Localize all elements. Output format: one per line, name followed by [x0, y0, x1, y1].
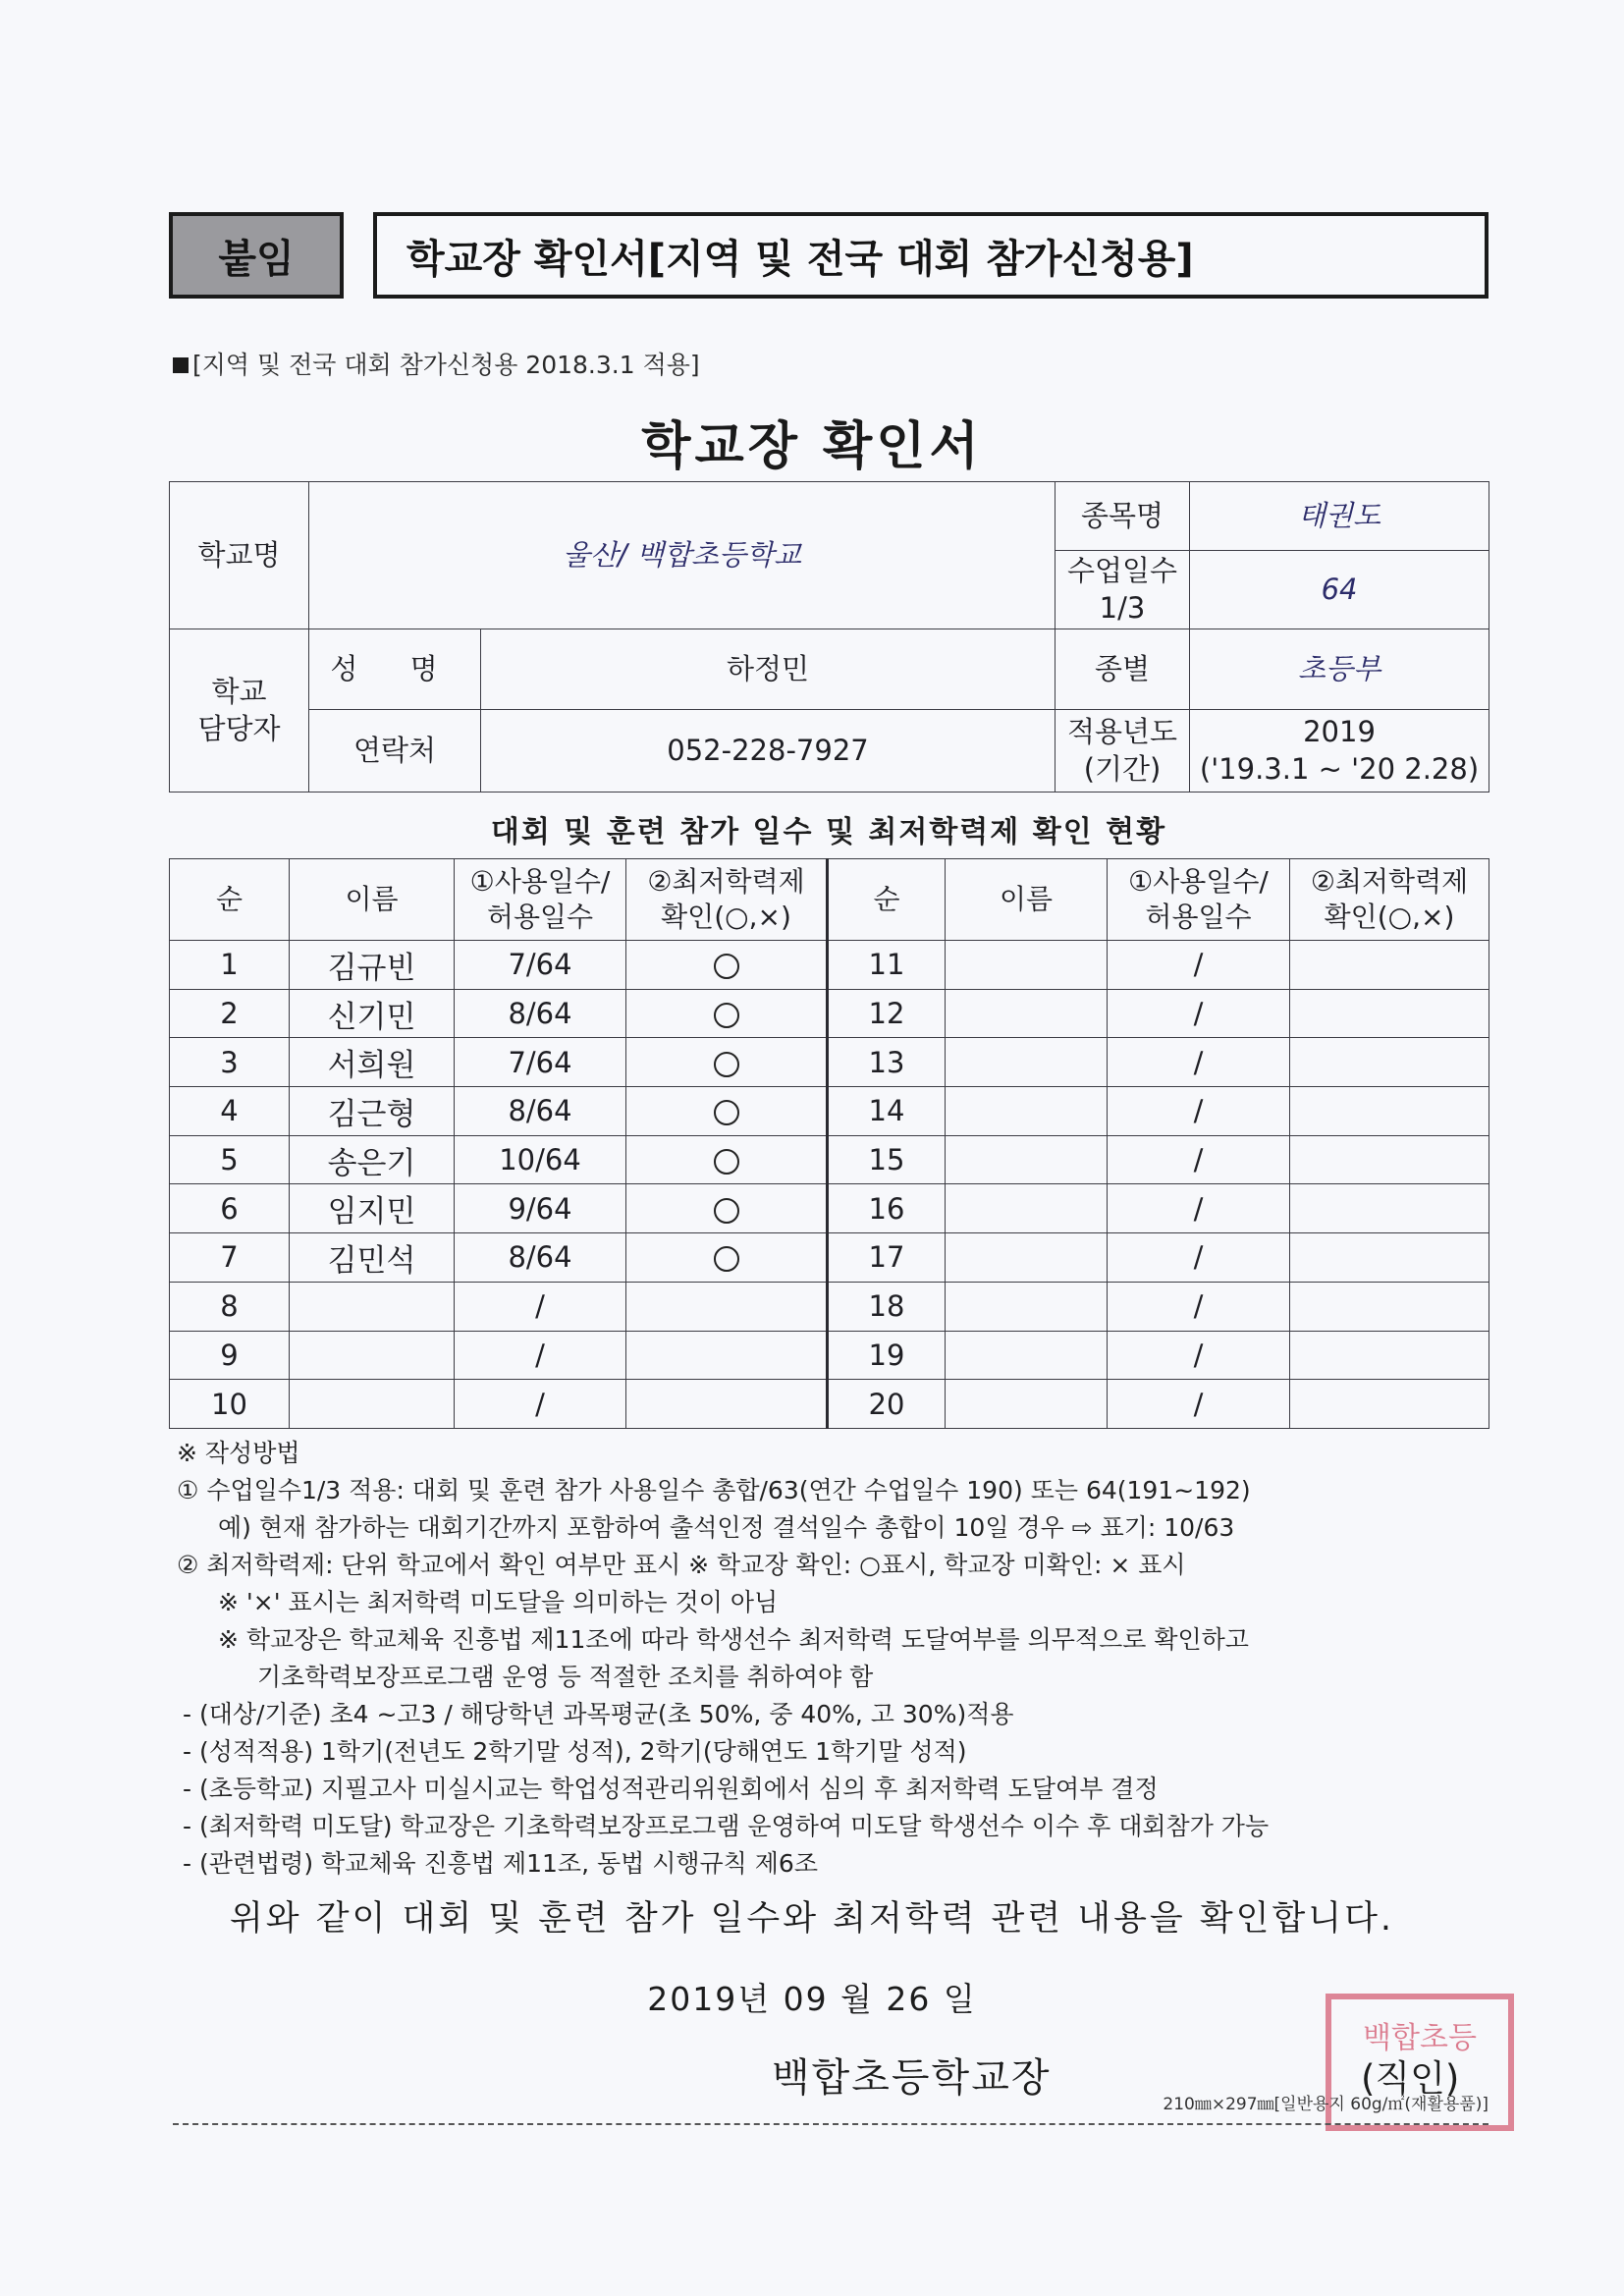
contact-label: 연락처: [309, 710, 481, 793]
roster-right-no-cell: 11: [828, 941, 946, 990]
roster-right-days-cell: /: [1108, 941, 1290, 990]
header-check: [626, 859, 828, 941]
table-row: [170, 1135, 1489, 1184]
notes-line: 예) 현재 참가하는 대회기간까지 포함하여 출석인정 결석일수 총합이 10일 경우 ⇨ 표기: 10/63: [218, 1513, 1235, 1542]
notes-line: ※ 학교장은 학교체육 진흥법 제11조에 따라 학생선수 최저학력 도달여부를 의무적으로 확인하고: [218, 1625, 1249, 1654]
roster-right-days-cell: /: [1108, 1184, 1290, 1233]
class-days-value: 64: [1190, 551, 1489, 629]
roster-left-name-cell: 송은기: [290, 1135, 455, 1184]
header-days-line1: ①사용일수/: [469, 864, 611, 898]
roster-right-name-cell: [946, 1135, 1108, 1184]
form-subnote: [173, 346, 700, 381]
roster-left-check-cell: [626, 1380, 828, 1429]
roster-left-days-cell: 8/64: [455, 1233, 626, 1283]
header-check-line2: 확인(○,×): [661, 901, 791, 933]
principal-signature: 백합초등학교장: [772, 2055, 1052, 2101]
roster-left-check-cell: [626, 1135, 828, 1184]
table-row: [170, 1331, 1489, 1380]
check-circle-icon: [714, 1246, 739, 1272]
roster-left-check-cell: [626, 1233, 828, 1283]
header-check: [1290, 859, 1489, 941]
roster-left-days-cell: 7/64: [455, 1038, 626, 1087]
check-circle-icon: [714, 1198, 739, 1224]
check-circle-icon: [714, 1003, 739, 1028]
manager-label-line2: 담당자: [197, 711, 281, 745]
roster-right-check-cell: [1290, 1331, 1489, 1380]
stamp-text: 백합초등: [1363, 2021, 1477, 2055]
participation-roster-table: [169, 858, 1489, 1429]
division-value: 초등부: [1190, 629, 1489, 710]
roster-left-no-cell: 1: [170, 941, 290, 990]
manager-label-line1: 학교: [211, 674, 267, 708]
table-row: [170, 1282, 1489, 1331]
check-circle-icon: [714, 954, 739, 979]
paper-spec-note: 210㎜×297㎜[일반용지 60g/㎡(재활용품)]: [1163, 2095, 1489, 2114]
roster-right-name-cell: [946, 1380, 1108, 1429]
roster-right-name-cell: [946, 1331, 1108, 1380]
roster-left-name-cell: [290, 1282, 455, 1331]
manager-name-label: 성 명: [309, 629, 481, 710]
roster-left-no-cell: 8: [170, 1282, 290, 1331]
school-manager-label: [170, 629, 309, 793]
seal-mark: (직인): [1361, 2057, 1460, 2100]
notes-line: - (성적적용) 1학기(전년도 2학기말 성적), 2학기(당해연도 1학기말 성적): [183, 1737, 967, 1766]
check-circle-icon: [714, 1052, 739, 1077]
roster-right-no-cell: 17: [828, 1233, 946, 1283]
roster-left-name-cell: 서희원: [290, 1038, 455, 1087]
roster-right-name-cell: [946, 1087, 1108, 1136]
manager-name-value: 하정민: [481, 629, 1056, 710]
notes-line: 기초학력보장프로그램 운영 등 적절한 조치를 취하여야 함: [257, 1663, 874, 1691]
sport-label: 종목명: [1056, 482, 1190, 551]
footer-divider: [173, 2123, 1489, 2125]
roster-right-no-cell: 20: [828, 1380, 946, 1429]
page-title: 학교장 확인서: [641, 417, 983, 476]
roster-right-days-cell: /: [1108, 1233, 1290, 1283]
roster-right-no-cell: 18: [828, 1282, 946, 1331]
roster-right-no-cell: 13: [828, 1038, 946, 1087]
header-name: 이름: [290, 859, 455, 941]
header-days: [1108, 859, 1290, 941]
class-days-label: [1056, 551, 1190, 629]
roster-left-check-cell: [626, 1038, 828, 1087]
contact-value: 052-228-7927: [481, 710, 1056, 793]
roster-right-name-cell: [946, 1282, 1108, 1331]
school-info-table: [169, 481, 1489, 793]
form-title-box: 학교장 확인서[지역 및 전국 대회 참가신청용]: [373, 212, 1489, 299]
roster-left-days-cell: 7/64: [455, 941, 626, 990]
square-bullet-icon: [173, 357, 189, 373]
roster-right-days-cell: /: [1108, 1038, 1290, 1087]
header-check-line2: 확인(○,×): [1324, 901, 1455, 933]
year-value-line1: 2019: [1303, 714, 1376, 748]
year-value-line2: ('19.3.1 ~ '20 2.28): [1199, 751, 1480, 786]
notes-heading: ※ 작성방법: [177, 1439, 300, 1467]
notes-line: ① 수업일수1/3 적용: 대회 및 훈련 참가 사용일수 총합/63(연간 수업일수 190) 또는 64(191~192): [177, 1476, 1251, 1504]
table-row: [170, 989, 1489, 1038]
roster-right-days-cell: /: [1108, 1135, 1290, 1184]
notes-line: ※ '×' 표시는 최저학력 미도달을 의미하는 것이 아님: [218, 1588, 779, 1616]
year-label-line2: (기간): [1083, 751, 1162, 786]
roster-left-no-cell: 4: [170, 1087, 290, 1136]
roster-right-name-cell: [946, 989, 1108, 1038]
roster-right-no-cell: 12: [828, 989, 946, 1038]
header-no: 순: [828, 859, 946, 941]
roster-left-days-cell: 8/64: [455, 989, 626, 1038]
roster-right-days-cell: /: [1108, 1282, 1290, 1331]
header-days: [455, 859, 626, 941]
roster-left-no-cell: 7: [170, 1233, 290, 1283]
subnote-text: [지역 및 전국 대회 참가신청용 2018.3.1 적용]: [192, 351, 700, 379]
roster-left-name-cell: 김근형: [290, 1087, 455, 1136]
header-check-line1: ②최저학력제: [1310, 864, 1469, 898]
roster-left-no-cell: 6: [170, 1184, 290, 1233]
roster-left-days-cell: 8/64: [455, 1087, 626, 1136]
roster-right-days-cell: /: [1108, 1087, 1290, 1136]
class-days-label-line2: 1/3: [1099, 590, 1146, 625]
roster-left-name-cell: 김규빈: [290, 941, 455, 990]
roster-left-no-cell: 10: [170, 1380, 290, 1429]
roster-left-name-cell: [290, 1331, 455, 1380]
roster-left-days-cell: /: [455, 1331, 626, 1380]
roster-left-check-cell: [626, 1331, 828, 1380]
issue-date: 2019년 09 월 26 일: [647, 1980, 977, 2018]
notes-line: - (초등학교) 지필고사 미실시교는 학업성적관리위원회에서 심의 후 최저학력 도달여부 결정: [183, 1775, 1159, 1803]
roster-right-check-cell: [1290, 1038, 1489, 1087]
roster-right-no-cell: 16: [828, 1184, 946, 1233]
roster-section-title: 대회 및 훈련 참가 일수 및 최저학력제 확인 현황: [490, 815, 1167, 849]
roster-left-no-cell: 2: [170, 989, 290, 1038]
roster-left-name-cell: 임지민: [290, 1184, 455, 1233]
header-days-line2: 허용일수: [1145, 901, 1252, 933]
check-circle-icon: [714, 1149, 739, 1175]
division-label: 종별: [1056, 629, 1190, 710]
roster-right-check-cell: [1290, 1282, 1489, 1331]
roster-body: [170, 941, 1489, 1429]
header-name: 이름: [946, 859, 1108, 941]
roster-right-name-cell: [946, 1184, 1108, 1233]
roster-right-name-cell: [946, 1038, 1108, 1087]
roster-right-check-cell: [1290, 1087, 1489, 1136]
notes-line: - (대상/기준) 초4 ~고3 / 해당학년 과목평균(초 50%, 중 40%, 고 30%)적용: [183, 1700, 1014, 1728]
roster-header-row: [170, 859, 1489, 941]
roster-right-name-cell: [946, 1233, 1108, 1283]
roster-left-check-cell: [626, 1087, 828, 1136]
roster-left-name-cell: 신기민: [290, 989, 455, 1038]
roster-left-check-cell: [626, 1184, 828, 1233]
roster-left-name-cell: 김민석: [290, 1233, 455, 1283]
roster-left-days-cell: /: [455, 1380, 626, 1429]
table-row: [170, 1087, 1489, 1136]
roster-left-check-cell: [626, 1282, 828, 1331]
school-name-value: 울산/ 백합초등학교: [309, 482, 1056, 629]
roster-right-days-cell: /: [1108, 989, 1290, 1038]
roster-right-check-cell: [1290, 1184, 1489, 1233]
year-label-line1: 적용년도: [1066, 714, 1178, 748]
roster-right-check-cell: [1290, 1135, 1489, 1184]
roster-left-no-cell: 9: [170, 1331, 290, 1380]
roster-left-check-cell: [626, 989, 828, 1038]
table-row: [170, 941, 1489, 990]
roster-left-days-cell: 9/64: [455, 1184, 626, 1233]
confirmation-statement: 위와 같이 대회 및 훈련 참가 일수와 최저학력 관련 내용을 확인합니다.: [229, 1899, 1395, 1939]
roster-left-check-cell: [626, 941, 828, 990]
sport-value: 태권도: [1190, 482, 1489, 551]
header-days-line2: 허용일수: [486, 901, 594, 933]
roster-left-no-cell: 5: [170, 1135, 290, 1184]
class-days-label-line1: 수업일수: [1066, 553, 1178, 587]
roster-left-days-cell: 10/64: [455, 1135, 626, 1184]
roster-right-no-cell: 15: [828, 1135, 946, 1184]
roster-right-check-cell: [1290, 1380, 1489, 1429]
roster-left-days-cell: /: [455, 1282, 626, 1331]
header-days-line1: ①사용일수/: [1128, 864, 1269, 898]
roster-right-check-cell: [1290, 1233, 1489, 1283]
attachment-badge: 붙임: [169, 212, 344, 299]
roster-right-days-cell: /: [1108, 1331, 1290, 1380]
applicable-year-value: [1190, 710, 1489, 793]
roster-left-no-cell: 3: [170, 1038, 290, 1087]
header-check-line1: ②최저학력제: [647, 864, 805, 898]
header-no: 순: [170, 859, 290, 941]
school-name-label: 학교명: [170, 482, 309, 629]
roster-right-check-cell: [1290, 989, 1489, 1038]
notes-line: - (관련법령) 학교체육 진흥법 제11조, 동법 시행규칙 제6조: [183, 1849, 818, 1878]
roster-right-name-cell: [946, 941, 1108, 990]
notes-line: - (최저학력 미도달) 학교장은 기초학력보장프로그램 운영하여 미도달 학생선수 이수 후 대회참가 가능: [183, 1812, 1270, 1840]
roster-right-days-cell: /: [1108, 1380, 1290, 1429]
check-circle-icon: [714, 1100, 739, 1125]
table-row: [170, 1184, 1489, 1233]
roster-left-name-cell: [290, 1380, 455, 1429]
roster-right-check-cell: [1290, 941, 1489, 990]
table-row: [170, 1038, 1489, 1087]
table-row: [170, 1380, 1489, 1429]
notes-line: ② 최저학력제: 단위 학교에서 확인 여부만 표시 ※ 학교장 확인: ○표시, 학교장 미확인: × 표시: [177, 1551, 1186, 1579]
roster-right-no-cell: 19: [828, 1331, 946, 1380]
roster-right-no-cell: 14: [828, 1087, 946, 1136]
table-row: [170, 1233, 1489, 1283]
applicable-year-label: [1056, 710, 1190, 793]
